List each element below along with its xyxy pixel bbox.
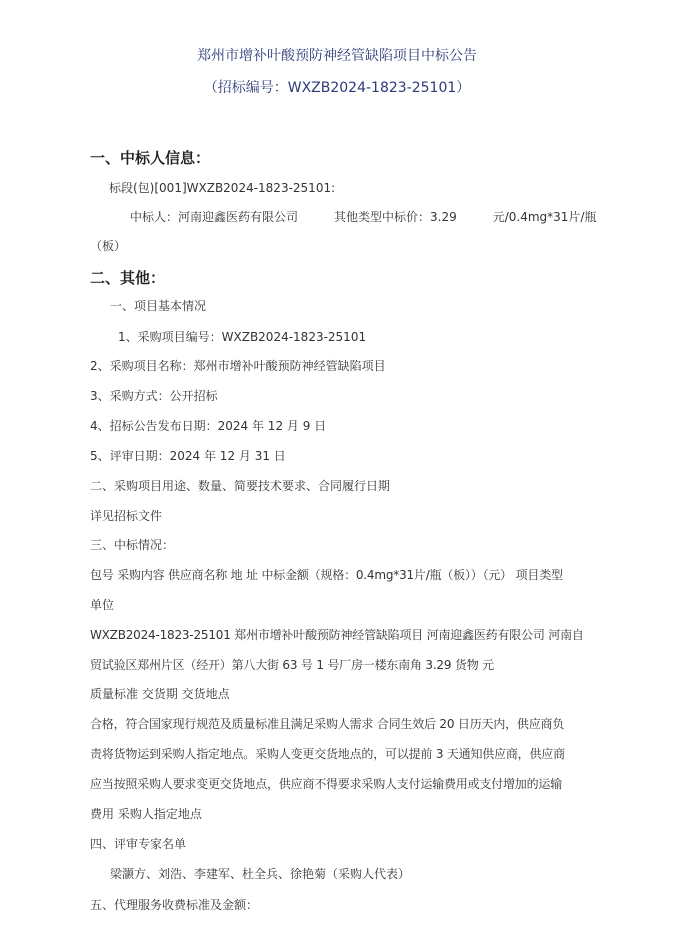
quality-header: 质量标准 交货期 交货地点: [90, 687, 230, 701]
award-heading: 三、中标情况：: [90, 538, 175, 552]
review-date: 5、评审日期：2024 年 12 月 31 日: [90, 449, 286, 463]
tender-number: （招标编号：WXZB2024-1823-25101）: [203, 80, 471, 96]
award-table-header-cont: 单位: [90, 598, 115, 612]
delivery-paragraph-line: 应当按照采购人要求变更交货地点，供应商不得要求采购人支付运输费用或支付增加的运输: [90, 777, 563, 791]
purpose-heading: 二、采购项目用途、数量、简要技术要求、合同履行日期: [90, 479, 391, 493]
winner-line-continuation: （板）: [90, 239, 127, 253]
winner-line: 中标人：河南迎鑫医药有限公司 其他类型中标价：3.29 元/0.4mg*31片/瓶: [130, 210, 597, 224]
section-winner-heading: 一、中标人信息：: [90, 149, 211, 167]
experts-list: 梁灏方、刘浩、李建军、杜全兵、徐艳菊（采购人代表）: [110, 867, 411, 881]
project-name: 2、采购项目名称：郑州市增补叶酸预防神经管缺陷项目: [90, 359, 386, 373]
project-number: 1、采购项目编号：WXZB2024-1823-25101: [118, 330, 367, 344]
agency-fee-heading: 五、代理服务收费标准及金额：: [90, 898, 259, 912]
procurement-method: 3、采购方式：公开招标: [90, 389, 218, 403]
award-table-row: WXZB2024-1823-25101 郑州市增补叶酸预防神经管缺陷项目 河南迎鑫医药有限公司 河南自: [90, 628, 584, 642]
section-other-heading: 二、其他：: [90, 269, 166, 287]
award-table-header: 包号 采购内容 供应商名称 地 址 中标金额（规格：0.4mg*31片/瓶（板））（元） 项目类型: [90, 568, 563, 582]
announcement-date: 4、招标公告发布日期：2024 年 12 月 9 日: [90, 419, 327, 433]
basic-info-heading: 一、项目基本情况: [110, 299, 207, 313]
delivery-paragraph-line: 责将货物运到采购人指定地点。采购人变更交货地点的，可以提前 3 天通知供应商，供应商: [90, 747, 565, 761]
experts-heading: 四、评审专家名单: [90, 837, 187, 851]
purpose-detail: 详见招标文件: [90, 509, 163, 523]
lot-label: 标段(包)[001]WXZB2024-1823-25101:: [109, 181, 336, 195]
delivery-paragraph-line: 合格，符合国家现行规范及质量标准且满足采购人需求 合同生效后 20 日历天内，供应商负: [90, 717, 565, 731]
document-title: 郑州市增补叶酸预防神经管缺陷项目中标公告: [197, 48, 477, 64]
award-table-row-cont: 贸试验区郑州片区（经开）第八大街 63 号 1 号厂房一楼东南角 3.29 货物 元: [90, 658, 494, 672]
delivery-paragraph-line: 费用 采购人指定地点: [90, 807, 202, 821]
